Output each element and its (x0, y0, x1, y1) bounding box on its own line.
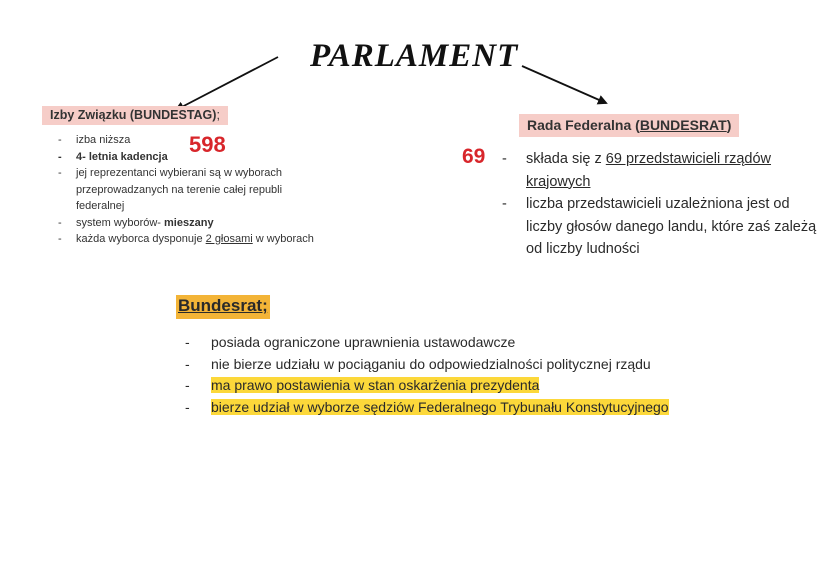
list-item-text: nie bierze udziału w pociąganiu do odpowiedzialności politycznej rządu (211, 355, 651, 372)
list-item (58, 132, 328, 149)
list-item-underline: 2 głosami (205, 233, 253, 245)
bundestag-heading-text: Izby Związku (BUNDESTAG) (50, 108, 217, 122)
bundestag-heading (42, 106, 228, 125)
arrow-to-bundestag (176, 57, 278, 110)
arrow-to-bundesrat (522, 66, 606, 103)
bundesrat-powers-list (185, 332, 805, 418)
bundesrat-heading-text: Rada Federalna ( (527, 117, 640, 133)
list-item-text: jej reprezentanci wybierani są w wyborach przeprowadzanych na terenie całej republi federalnej (76, 167, 283, 212)
bundesrat-list (500, 148, 820, 261)
bundestag-heading-suffix: ; (216, 108, 220, 122)
list-item-text: 4- letnia kadencja (76, 150, 168, 163)
list-item-underline: 69 przedstawicieli rządów krajowych (526, 151, 772, 190)
list-item (58, 149, 328, 166)
page-title: PARLAMENT (310, 38, 519, 74)
list-item-text: izba niższa (76, 134, 131, 146)
list-item (185, 332, 805, 354)
list-item-text: system wyborów- (76, 216, 165, 229)
bundesrat-section-label: Bundesrat; (176, 295, 270, 319)
bundesrat-heading (519, 114, 739, 137)
list-item-text: składa się z (526, 151, 606, 167)
list-item (58, 231, 328, 248)
bundestag-list (58, 132, 328, 248)
list-item (500, 193, 820, 261)
list-item-text-end: w wyborach (252, 233, 314, 245)
list-item-text-highlighted: bierze udział w wyborze sędziów Federalnego Trybunału Konstytucyjnego (211, 398, 669, 415)
list-item (185, 354, 805, 376)
bundesrat-seat-count: 69 (462, 145, 486, 168)
list-item-text-highlighted: ma prawo postawienia w stan oskarżenia prezydenta (211, 377, 540, 393)
list-item-text: liczba przedstawicieli uzależniona jest od liczby głosów danego landu, które zaś zależą od liczby ludności (526, 196, 817, 257)
list-item (58, 165, 328, 215)
bundesrat-heading-suffix: ) (726, 117, 732, 133)
list-item (500, 148, 820, 193)
bundesrat-heading-underline: BUNDESRAT (639, 117, 727, 133)
list-item (185, 375, 805, 397)
list-item-text: każda wyborca dysponuje (76, 233, 206, 245)
list-item (185, 397, 805, 419)
list-item-text: posiada ograniczone uprawnienia ustawodawcze (211, 334, 516, 350)
list-item (58, 215, 328, 232)
bundestag-seat-count: 598 (189, 132, 226, 157)
list-item-bold: mieszany (164, 216, 214, 229)
